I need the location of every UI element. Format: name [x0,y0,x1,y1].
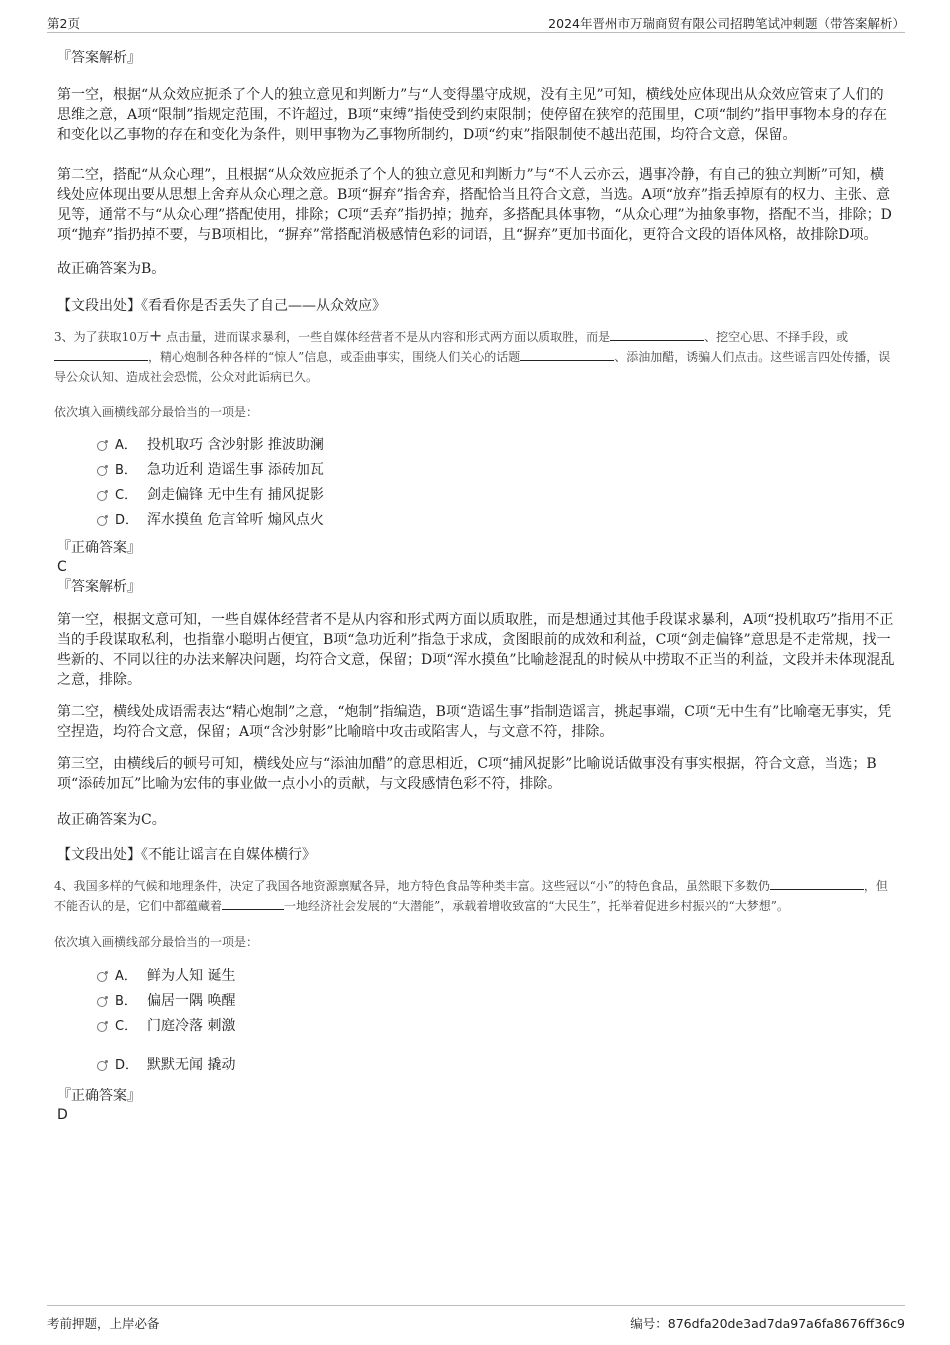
radio-icon[interactable] [97,1022,107,1032]
q2-analysis-label: 『答案解析』 [57,50,141,66]
blank-2 [222,897,284,910]
document-title: 2024年晋州市万瑞商贸有限公司招聘笔试冲刺题（带答案解析） [548,16,905,31]
radio-icon[interactable] [97,491,107,501]
q3-analysis-para3: 第三空，由横线后的顿号可知，横线处应与“添油加醋”的意思相近，C项“捕风捉影”比喻说话做事没有事实根据，符合文意，当选；B项“添砖加瓦”比喻为宏伟的事业做一点小小的贡献，与文段感情色彩不符，排除。 [57,756,877,792]
q2-conclusion: 故正确答案为B。 [57,261,166,277]
q4-option-c[interactable]: C． 门庭冷落 刺激 [57,1014,897,1039]
plus-sign: + [148,326,163,345]
blank-2 [54,348,148,361]
q4-stem: 4、我国多样的气候和地理条件，决定了我国各地资源禀赋各异，地方特色食品等种类丰富。这些冠以“小”的特色食品，虽然眼下多数仍 ，但不能否认的是，它们中都蕴藏着 一地经济社会发展的“大潜能”，承载着增收致富的“大民生”，托举着促进乡村振兴的“大梦想”。 [54,879,888,913]
radio-icon[interactable] [97,516,107,526]
radio-icon[interactable] [97,466,107,476]
q3-stem: 3、为了获取10万+ 点击量，进而谋求暴利，一些自媒体经营者不是从内容和形式两方面以质取胜，而是 、挖空心思、不择手段，或，精心炮制各种各样的“惊人”信息，或歪曲事实，围绕人们关心的话题 、添油加醋，诱骗人们点击。这些谣言四处传播，误导公众认知、造成社会恐慌，公众对此诟病已久。 [54,326,891,384]
q3-analysis-para1: 第一空，根据文意可知，一些自媒体经营者不是从内容和形式两方面以质取胜，而是想通过其他手段谋求暴利，A项“投机取巧”指用不正当的手段谋取私利，也指靠小聪明占便宜，B项“急功近利”指急于求成，贪图眼前的成效和利益，C项“剑走偏锋”意思是不走常规，找一些新的、不同以往的办法来解决问题，均符合文意，保留；D项“浑水摸鱼”比喻趁混乱的时候从中捞取不正当的利益，文段并未体现混乱之意，排除。 [57,612,895,688]
radio-icon[interactable] [97,441,107,451]
blank-1 [770,877,864,890]
q3-option-b[interactable]: B． 急功近利 造谣生事 添砖加瓦 [57,458,897,483]
q3-analysis-label: 『答案解析』 [57,579,141,595]
q3-option-a[interactable]: A． 投机取巧 含沙射影 推波助澜 [57,433,897,458]
q4-prompt: 依次填入画横线部分最恰当的一项是： [54,935,259,949]
radio-icon[interactable] [97,972,107,982]
q2-source: 【文段出处】《看看你是否丢失了自己——从众效应》 [57,298,386,314]
q4-correct-label: 『正确答案』 [57,1088,141,1104]
q4-answer: D [57,1107,68,1123]
blank-3 [520,348,614,361]
footer-note: 考前押题，上岸必备 [47,1316,160,1331]
radio-icon[interactable] [97,1061,107,1071]
q3-option-c[interactable]: C． 剑走偏锋 无中生有 捕风捉影 [57,483,897,508]
radio-icon[interactable] [97,997,107,1007]
q2-analysis-para1: 第一空，根据“从众效应扼杀了个人的独立意见和判断力”与“人变得墨守成规，没有主见”可知，横线处应体现出从众效应管束了人们的思维之意，A项“限制”指规定范围，不许超过，B项“束缚”指使受到约束限制；使停留在狭窄的范围里，C项“制约”指甲事物本身的存在和变化以乙事物的存在和变化为条件，则甲事物为乙事物所制约，D项“约束”指限制使不越出范围，均符合文意，保留。 [57,87,888,143]
q3-options [57,433,897,533]
q3-answer: C [57,559,67,575]
page-header [47,12,905,33]
q4-option-b[interactable]: B． 偏居一隅 唤醒 [57,989,897,1014]
q3-correct-label: 『正确答案』 [57,540,141,556]
footer-code: 编号：876dfa20de3ad7da97a6fa8676ff36c9 [630,1316,905,1331]
q3-option-d[interactable]: D． 浑水摸鱼 危言耸听 煽风点火 [57,508,897,533]
blank-1 [610,328,704,341]
q3-conclusion: 故正确答案为C。 [57,812,166,828]
document-body [54,42,897,1125]
q4-option-d[interactable]: D． 默默无闻 撬动 [57,1053,897,1078]
q3-prompt: 依次填入画横线部分最恰当的一项是： [54,405,259,419]
q3-source: 【文段出处】《不能让谣言在自媒体横行》 [57,847,316,863]
q4-options [57,964,897,1078]
q2-analysis-para2: 第二空，搭配“从众心理”，且根据“从众效应扼杀了个人的独立意见和判断力”与“不人云亦云，遇事冷静，有自己的独立判断”可知，横线处应体现出要从思想上舍弃从众心理之意。B项“摒弃”指舍弃，搭配恰当且符合文意，当选。A项“放弃”指丢掉原有的权力、主张、意见等，通常不与“从众心理”搭配使用，排除；C项“丢弃”指扔掉；抛弃，多搭配具体事物，“从众心理”为抽象事物，搭配不当，排除；D项“抛弃”指扔掉不要，与B项相比，“摒弃”常搭配消极感情色彩的词语，且“摒弃”更加书面化，更符合文段的语体风格，故排除D项。 [57,167,892,243]
page-footer [47,1305,905,1330]
page-number: 第2页 [47,16,80,31]
q3-analysis-para2: 第二空，横线处成语需表达“精心炮制”之意，“炮制”指编造，B项“造谣生事”指制造谣言，挑起事端，C项“无中生有”比喻毫无事实，凭空捏造，均符合文意，保留；A项“含沙射影”比喻暗中攻击或陷害人，与文意不符，排除。 [57,704,892,740]
q4-option-a[interactable]: A． 鲜为人知 诞生 [57,964,897,989]
